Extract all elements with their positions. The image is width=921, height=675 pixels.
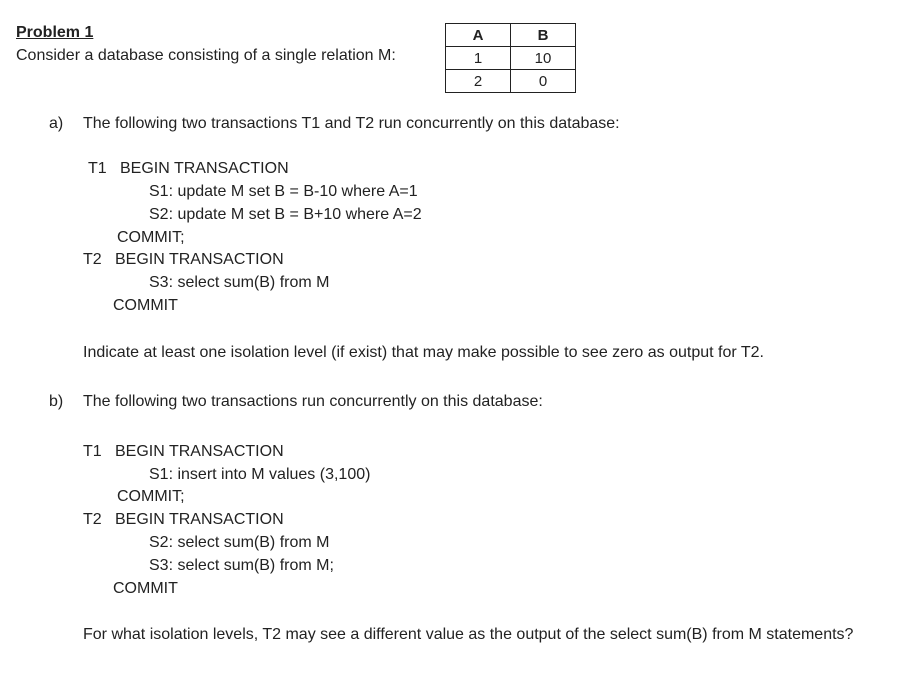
- b-t1-commit: COMMIT;: [117, 488, 185, 505]
- column-header-a: A: [446, 24, 511, 47]
- b-s1: S1: insert into M values (3,100): [149, 466, 371, 483]
- table-header-row: [446, 24, 576, 47]
- b-s3: S3: select sum(B) from M;: [149, 557, 334, 574]
- a-t1-commit: COMMIT;: [117, 229, 185, 246]
- problem-title: Problem 1: [16, 24, 94, 41]
- b-t1-begin: T1 BEGIN TRANSACTION: [83, 443, 284, 460]
- table-row: [446, 70, 576, 93]
- part-b-marker: b): [49, 393, 64, 410]
- part-b-text: The following two transactions run concurrently on this database:: [83, 393, 543, 410]
- b-t2-commit: COMMIT: [113, 580, 178, 597]
- a-t1-begin: T1 BEGIN TRANSACTION: [88, 160, 289, 177]
- problem-intro: Consider a database consisting of a single relation M:: [16, 47, 396, 64]
- a-s3: S3: select sum(B) from M: [149, 274, 330, 291]
- a-s2: S2: update M set B = B+10 where A=2: [149, 206, 422, 223]
- part-a-text: The following two transactions T1 and T2 run concurrently on this database:: [83, 115, 620, 132]
- table-cell: 0: [511, 70, 576, 93]
- part-b-question: For what isolation levels, T2 may see a different value as the output of the select sum(B) from M statements?: [83, 626, 854, 643]
- a-s1: S1: update M set B = B-10 where A=1: [149, 183, 418, 200]
- column-header-b: B: [511, 24, 576, 47]
- a-t2-begin: T2 BEGIN TRANSACTION: [83, 251, 284, 268]
- relation-m-table: [445, 23, 576, 93]
- b-s2: S2: select sum(B) from M: [149, 534, 330, 551]
- part-a-question: Indicate at least one isolation level (if exist) that may make possible to see zero as output for T2.: [83, 344, 764, 361]
- b-t2-begin: T2 BEGIN TRANSACTION: [83, 511, 284, 528]
- table-cell: 2: [446, 70, 511, 93]
- a-t2-commit: COMMIT: [113, 297, 178, 314]
- table-cell: 10: [511, 47, 576, 70]
- table-row: [446, 47, 576, 70]
- table-cell: 1: [446, 47, 511, 70]
- part-a-marker: a): [49, 115, 64, 132]
